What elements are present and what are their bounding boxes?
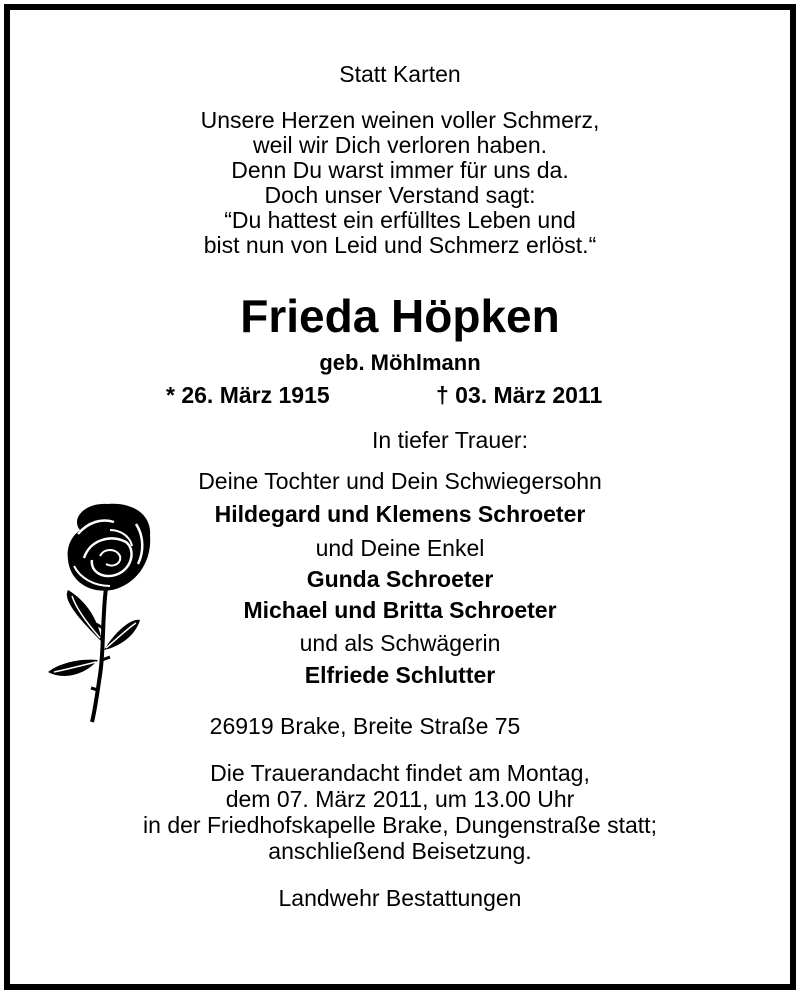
mourning-intro: In tiefer Trauer: xyxy=(372,427,528,453)
mourner-line: Deine Tochter und Dein Schwiegersohn xyxy=(198,468,602,494)
poem-line: “Du hattest ein erfülltes Leben und xyxy=(224,207,576,233)
mourner-line: Elfriede Schlutter xyxy=(304,662,496,688)
death-date: † 03. März 2011 xyxy=(436,382,603,408)
service-line: Die Trauerandacht findet am Montag, xyxy=(210,760,590,786)
birth-name: geb. Möhlmann xyxy=(319,350,481,375)
birth-date: * 26. März 1915 xyxy=(166,382,330,408)
poem-line: bist nun von Leid und Schmerz erlöst.“ xyxy=(203,232,597,258)
service-line: in der Friedhofskapelle Brake, Dungenstraße statt; xyxy=(143,812,657,838)
header-text: Statt Karten xyxy=(339,61,461,87)
deceased-name: Frieda Höpken xyxy=(240,290,560,342)
service-line: anschließend Beisetzung. xyxy=(268,838,532,864)
poem-line: Doch unser Verstand sagt: xyxy=(264,182,536,208)
service-line: dem 07. März 2011, um 13.00 Uhr xyxy=(225,786,575,812)
rose-icon xyxy=(40,500,180,725)
mourner-line: Michael und Britta Schroeter xyxy=(243,597,557,623)
poem-line: weil wir Dich verloren haben. xyxy=(252,132,547,158)
undertaker: Landwehr Bestattungen xyxy=(278,885,522,911)
mourner-line: und als Schwägerin xyxy=(299,630,501,656)
mourner-line: und Deine Enkel xyxy=(315,535,485,561)
mourner-line: Hildegard und Klemens Schroeter xyxy=(214,501,586,527)
poem-line: Unsere Herzen weinen voller Schmerz, xyxy=(200,107,600,133)
address: 26919 Brake, Breite Straße 75 xyxy=(209,713,521,739)
poem-line: Denn Du warst immer für uns da. xyxy=(231,157,569,183)
mourner-line: Gunda Schroeter xyxy=(306,566,494,592)
